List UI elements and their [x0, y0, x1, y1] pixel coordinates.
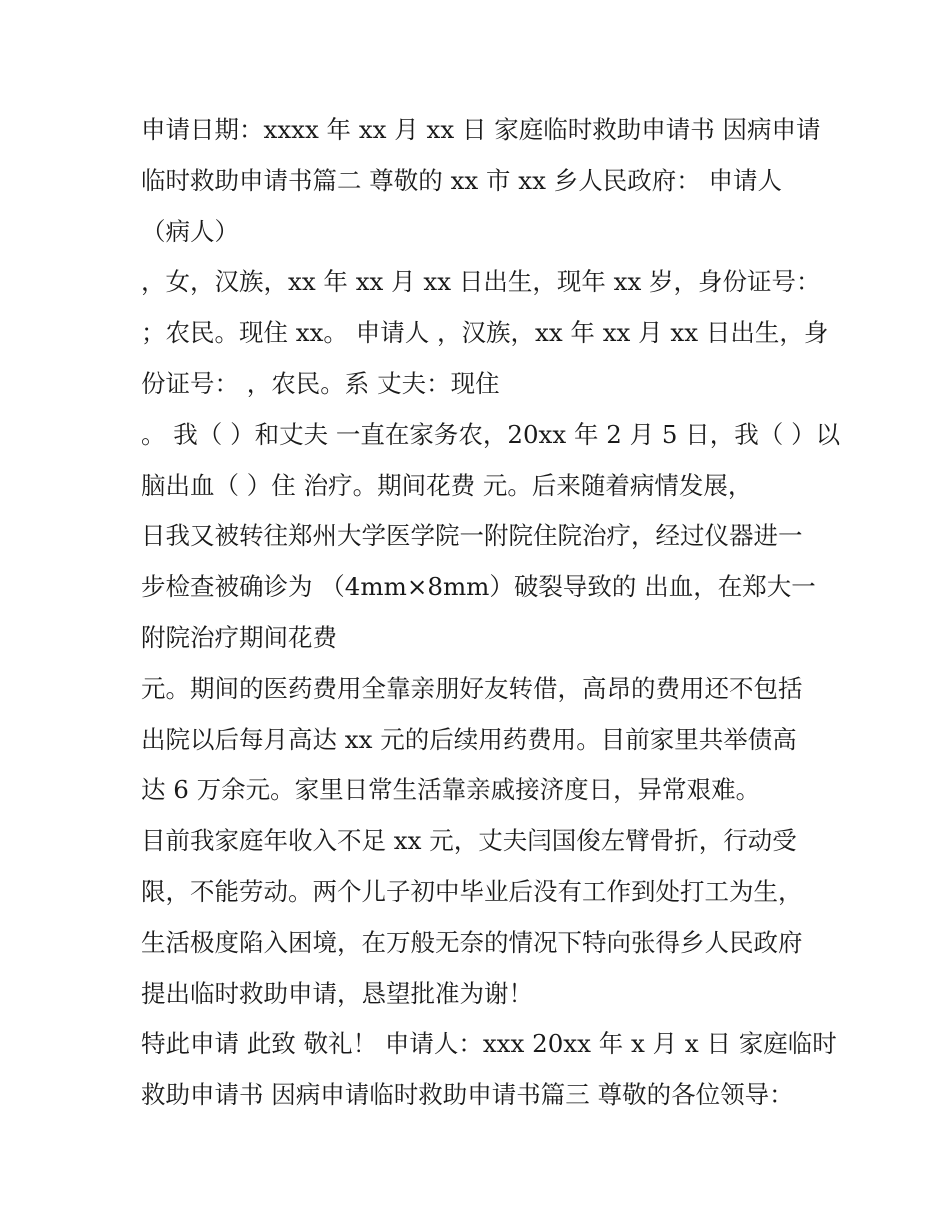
text-line: 目前我家庭年收入不足 xx 元，丈夫闫国俊左臂骨折，行动受 [141, 826, 797, 856]
text-line: 元。期间的医药费用全靠亲朋好友转借，高昂的费用还不包括 [141, 673, 803, 703]
text-line: 。 我（ ）和丈夫 一直在家务农，20xx 年 2 月 5 日，我（ ）以 [141, 419, 841, 449]
text-line: 脑出血（ ）住 治疗。期间花费 元。后来随着病情发展， [141, 470, 753, 500]
text-line: 限，不能劳动。两个儿子初中毕业后没有工作到处打工为生， [141, 876, 803, 906]
text-line: 生活极度陷入困境，在万般无奈的情况下特向张得乡人民政府 [141, 927, 803, 957]
text-line: 申请日期：xxxx 年 xx 月 xx 日 家庭临时救助申请书 因病申请 [141, 115, 821, 144]
text-line: 特此申请 此致 敬礼！ 申请人：xxx 20xx 年 x 月 x 日 家庭临时 [141, 1029, 837, 1059]
text-line: 提出临时救助申请，恳望批准为谢！ [141, 978, 533, 1008]
text-line: 救助申请书 因病申请临时救助申请书篇三 尊敬的各位领导： [141, 1080, 794, 1110]
text-line: 日我又被转往郑州大学医学院一附院住院治疗，经过仪器进一 [141, 521, 803, 551]
text-line: 步检查被确诊为 （4mm×8mm）破裂导致的 出血，在郑大一 [141, 572, 816, 602]
text-line: ，女，汉族，xx 年 xx 月 xx 日出生，现年 xx 岁，身份证号： [141, 267, 821, 297]
text-line: 附院治疗期间花费 [141, 622, 337, 652]
text-line: 出院以后每月高达 xx 元的后续用药费用。目前家里共举债高 [141, 724, 797, 754]
text-line: 份证号： ，农民。系 丈夫：现住 [141, 368, 500, 398]
document-body [141, 105, 841, 1121]
text-line: （病人） [141, 216, 239, 246]
text-line: ；农民。现住 xx。 申请人 ，汉族，xx 年 xx 月 xx 日出生，身 [141, 318, 829, 348]
text-line: 达 6 万余元。家里日常生活靠亲戚接济度日，异常艰难。 [141, 775, 761, 805]
text-line: 临时救助申请书篇二 尊敬的 xx 市 xx 乡人民政府： 申请人 [141, 165, 782, 195]
